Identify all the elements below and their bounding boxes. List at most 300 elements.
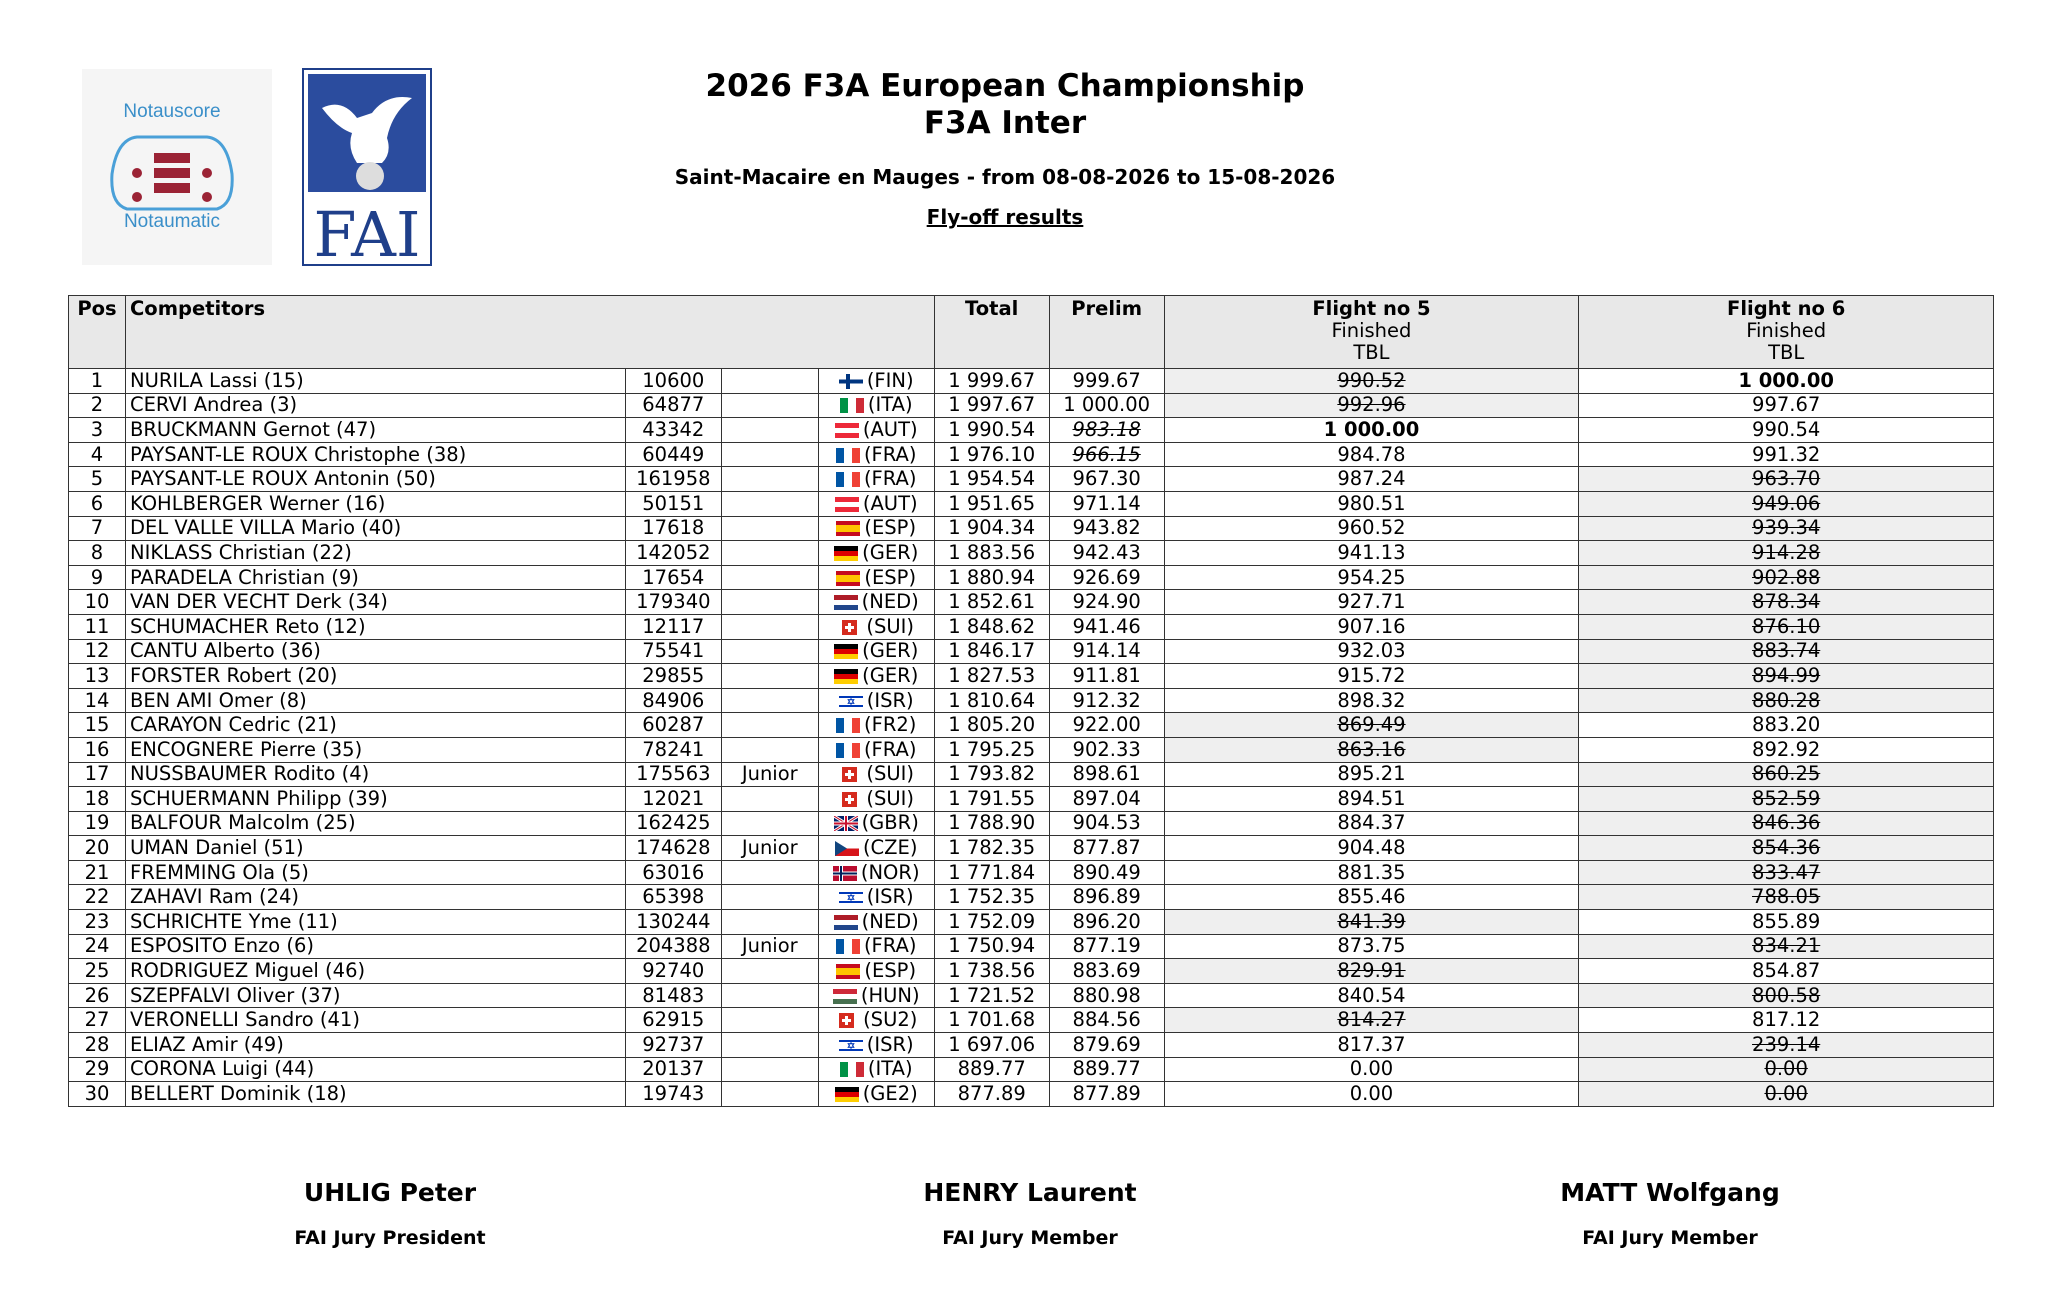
cell-pos: 21 — [69, 860, 126, 885]
cell-licence: 92737 — [625, 1033, 721, 1058]
cell-competitor-name: NIKLASS Christian (22) — [125, 541, 625, 566]
signature-role: FAI Jury President — [294, 1227, 486, 1249]
cell-flight-5: 895.21 — [1164, 762, 1579, 787]
cell-flight-6: 894.99 — [1579, 664, 1994, 689]
flag-icon-hun — [833, 989, 857, 1004]
cell-country — [818, 934, 934, 959]
country-code: (ITA) — [867, 1057, 913, 1081]
flag-icon-gbr — [834, 816, 858, 831]
flight-6-tbl: TBL — [1768, 341, 1805, 364]
cell-flight-6: 846.36 — [1579, 811, 1994, 836]
cell-competitor-name: FREMMING Ola (5) — [125, 860, 625, 885]
notauscore-text: Notauscore — [123, 101, 221, 122]
country-code: (FRA) — [863, 737, 917, 761]
table-row — [69, 910, 1994, 935]
cell-flight-5: 863.16 — [1164, 737, 1579, 762]
cell-pos: 18 — [69, 787, 126, 812]
cell-pos: 19 — [69, 811, 126, 836]
cell-category — [721, 1057, 818, 1082]
cell-total: 1 810.64 — [934, 688, 1049, 713]
cell-total: 1 990.54 — [934, 418, 1049, 443]
cell-licence: 78241 — [625, 737, 721, 762]
flag-icon-nor — [833, 866, 857, 881]
cell-category — [721, 590, 818, 615]
cell-licence: 12021 — [625, 787, 721, 812]
cell-pos: 7 — [69, 516, 126, 541]
cell-competitor-name: NUSSBAUMER Rodito (4) — [125, 762, 625, 787]
country-code: (HUN) — [860, 983, 920, 1007]
flag-icon-esp — [836, 571, 860, 586]
header-total: Total — [934, 296, 1049, 369]
cell-category — [721, 787, 818, 812]
flag-icon-fra — [836, 939, 860, 954]
cell-category — [721, 885, 818, 910]
country-code: (FRA) — [863, 467, 917, 491]
cell-licence: 130244 — [625, 910, 721, 935]
cell-total: 1 954.54 — [934, 467, 1049, 492]
cell-pos: 26 — [69, 983, 126, 1008]
cell-total: 1 738.56 — [934, 959, 1049, 984]
cell-category — [721, 418, 818, 443]
cell-pos: 23 — [69, 910, 126, 935]
cell-category: Junior — [721, 762, 818, 787]
cell-total: 1 852.61 — [934, 590, 1049, 615]
table-row — [69, 1057, 1994, 1082]
cell-licence: 174628 — [625, 836, 721, 861]
cell-flight-6: 997.67 — [1579, 393, 1994, 418]
table-row — [69, 491, 1994, 516]
flag-icon-cze — [835, 841, 859, 856]
flag-icon-isr — [839, 1038, 863, 1053]
table-header-row — [69, 296, 1994, 369]
cell-competitor-name: ZAHAVI Ram (24) — [125, 885, 625, 910]
cell-prelim: 877.89 — [1049, 1082, 1164, 1107]
cell-flight-6: 855.89 — [1579, 910, 1994, 935]
table-row — [69, 614, 1994, 639]
cell-category — [721, 860, 818, 885]
signature-name: MATT Wolfgang — [1560, 1178, 1780, 1207]
cell-competitor-name: SCHUERMANN Philipp (39) — [125, 787, 625, 812]
flight-6-title: Flight no 6 — [1727, 297, 1846, 320]
country-code: (NED) — [861, 909, 919, 933]
cell-category — [721, 737, 818, 762]
header-flight-5 — [1164, 296, 1579, 369]
cell-total: 877.89 — [934, 1082, 1049, 1107]
cell-pos: 4 — [69, 442, 126, 467]
table-row — [69, 737, 1994, 762]
flag-icon-isr — [839, 694, 863, 709]
country-code: (GER) — [862, 540, 919, 564]
cell-licence: 43342 — [625, 418, 721, 443]
cell-pos: 16 — [69, 737, 126, 762]
table-row — [69, 393, 1994, 418]
cell-country — [818, 565, 934, 590]
cell-country — [818, 860, 934, 885]
cell-country — [818, 664, 934, 689]
cell-category — [721, 811, 818, 836]
cell-flight-6: 963.70 — [1579, 467, 1994, 492]
flag-icon-ned — [834, 595, 858, 610]
cell-pos: 8 — [69, 541, 126, 566]
cell-country — [818, 959, 934, 984]
cell-prelim: 879.69 — [1049, 1033, 1164, 1058]
header-flight-6 — [1579, 296, 1994, 369]
cell-pos: 17 — [69, 762, 126, 787]
cell-flight-5: 829.91 — [1164, 959, 1579, 984]
signature-role: FAI Jury Member — [1582, 1227, 1758, 1249]
flag-icon-sui — [838, 767, 862, 782]
cell-country — [818, 811, 934, 836]
cell-pos: 3 — [69, 418, 126, 443]
cell-prelim: 877.87 — [1049, 836, 1164, 861]
flag-icon-sui — [835, 1013, 859, 1028]
cell-licence: 60287 — [625, 713, 721, 738]
table-row — [69, 590, 1994, 615]
cell-prelim: 877.19 — [1049, 934, 1164, 959]
flight-5-status: Finished — [1331, 319, 1412, 342]
cell-country — [818, 442, 934, 467]
cell-flight-6: 800.58 — [1579, 983, 1994, 1008]
cell-licence: 64877 — [625, 393, 721, 418]
country-code: (FRA) — [863, 934, 917, 958]
cell-pos: 20 — [69, 836, 126, 861]
cell-pos: 30 — [69, 1082, 126, 1107]
cell-prelim: 922.00 — [1049, 713, 1164, 738]
cell-flight-5: 840.54 — [1164, 983, 1579, 1008]
table-row — [69, 467, 1994, 492]
cell-total: 1 791.55 — [934, 787, 1049, 812]
cell-pos: 2 — [69, 393, 126, 418]
cell-flight-5: 904.48 — [1164, 836, 1579, 861]
flag-icon-fra — [836, 472, 860, 487]
cell-flight-6: 834.21 — [1579, 934, 1994, 959]
cell-pos: 9 — [69, 565, 126, 590]
country-code: (GER) — [862, 663, 919, 687]
cell-category: Junior — [721, 934, 818, 959]
cell-total: 1 848.62 — [934, 614, 1049, 639]
cell-category — [721, 983, 818, 1008]
cell-total: 1 795.25 — [934, 737, 1049, 762]
table-row — [69, 516, 1994, 541]
country-code: (SUI) — [866, 762, 915, 786]
cell-flight-6: 949.06 — [1579, 491, 1994, 516]
cell-flight-6: 833.47 — [1579, 860, 1994, 885]
flag-icon-ned — [834, 915, 858, 930]
cell-flight-5: 1 000.00 — [1164, 418, 1579, 443]
cell-flight-5: 898.32 — [1164, 688, 1579, 713]
cell-prelim: 943.82 — [1049, 516, 1164, 541]
flag-icon-aut — [835, 423, 859, 438]
cell-total: 1 997.67 — [934, 393, 1049, 418]
event-location: Saint-Macaire en Mauges - from 08-08-2026 to 15-08-2026 — [674, 165, 1336, 189]
cell-prelim: 967.30 — [1049, 467, 1164, 492]
cell-flight-5: 960.52 — [1164, 516, 1579, 541]
cell-total: 889.77 — [934, 1057, 1049, 1082]
table-row — [69, 664, 1994, 689]
country-code: (NED) — [861, 590, 919, 614]
cell-flight-5: 990.52 — [1164, 369, 1579, 394]
table-row — [69, 1082, 1994, 1107]
cell-pos: 13 — [69, 664, 126, 689]
cell-category — [721, 713, 818, 738]
cell-competitor-name: NURILA Lassi (15) — [125, 369, 625, 394]
cell-flight-6: 939.34 — [1579, 516, 1994, 541]
cell-licence: 179340 — [625, 590, 721, 615]
table-row — [69, 369, 1994, 394]
cell-competitor-name: BALFOUR Malcolm (25) — [125, 811, 625, 836]
cell-country — [818, 836, 934, 861]
flag-icon-ger — [834, 546, 858, 561]
cell-prelim: 880.98 — [1049, 983, 1164, 1008]
table-row — [69, 762, 1994, 787]
cell-competitor-name: VERONELLI Sandro (41) — [125, 1008, 625, 1033]
cell-country — [818, 1008, 934, 1033]
cell-prelim: 889.77 — [1049, 1057, 1164, 1082]
country-code: (ITA) — [867, 393, 913, 417]
cell-licence: 17654 — [625, 565, 721, 590]
country-code: (ESP) — [864, 565, 917, 589]
cell-country — [818, 614, 934, 639]
country-code: (ISR) — [866, 688, 914, 712]
page-subtitle: F3A Inter — [923, 105, 1087, 141]
cell-flight-6: 0.00 — [1579, 1082, 1994, 1107]
cell-total: 1 701.68 — [934, 1008, 1049, 1033]
cell-prelim: 966.15 — [1049, 442, 1164, 467]
cell-flight-5: 894.51 — [1164, 787, 1579, 812]
cell-competitor-name: PARADELA Christian (9) — [125, 565, 625, 590]
cell-flight-6: 902.88 — [1579, 565, 1994, 590]
country-code: (ISR) — [866, 1032, 914, 1056]
cell-prelim: 971.14 — [1049, 491, 1164, 516]
cell-prelim: 941.46 — [1049, 614, 1164, 639]
header-prelim: Prelim — [1049, 296, 1164, 369]
cell-country — [818, 516, 934, 541]
cell-licence: 65398 — [625, 885, 721, 910]
cell-competitor-name: PAYSANT-LE ROUX Antonin (50) — [125, 467, 625, 492]
cell-country — [818, 491, 934, 516]
cell-flight-5: 0.00 — [1164, 1082, 1579, 1107]
country-code: (NOR) — [860, 860, 920, 884]
results-table — [68, 295, 1994, 1107]
table-row — [69, 418, 1994, 443]
cell-prelim: 911.81 — [1049, 664, 1164, 689]
cell-total: 1 771.84 — [934, 860, 1049, 885]
country-code: (ISR) — [866, 885, 914, 909]
flight-5-tbl: TBL — [1353, 341, 1390, 364]
cell-flight-6: 1 000.00 — [1579, 369, 1994, 394]
cell-licence: 142052 — [625, 541, 721, 566]
cell-category — [721, 442, 818, 467]
cell-pos: 11 — [69, 614, 126, 639]
table-row — [69, 860, 1994, 885]
table-row — [69, 983, 1994, 1008]
cell-flight-6: 892.92 — [1579, 737, 1994, 762]
cell-category — [721, 393, 818, 418]
cell-licence: 63016 — [625, 860, 721, 885]
page-title: 2026 F3A European Championship — [705, 68, 1305, 104]
cell-flight-6: 991.32 — [1579, 442, 1994, 467]
cell-category — [721, 614, 818, 639]
signature-member-1 — [820, 1178, 1240, 1249]
cell-prelim: 883.69 — [1049, 959, 1164, 984]
cell-category — [721, 1008, 818, 1033]
cell-total: 1 846.17 — [934, 639, 1049, 664]
cell-category — [721, 369, 818, 394]
flag-icon-ger — [834, 669, 858, 684]
cell-total: 1 782.35 — [934, 836, 1049, 861]
cell-category — [721, 1033, 818, 1058]
cell-flight-5: 907.16 — [1164, 614, 1579, 639]
cell-country — [818, 639, 934, 664]
cell-country — [818, 467, 934, 492]
cell-pos: 29 — [69, 1057, 126, 1082]
flag-icon-ger — [834, 644, 858, 659]
cell-flight-5: 980.51 — [1164, 491, 1579, 516]
cell-licence: 19743 — [625, 1082, 721, 1107]
cell-category — [721, 565, 818, 590]
cell-total: 1 880.94 — [934, 565, 1049, 590]
cell-pos: 28 — [69, 1033, 126, 1058]
cell-category — [721, 541, 818, 566]
cell-flight-6: 883.20 — [1579, 713, 1994, 738]
cell-pos: 1 — [69, 369, 126, 394]
cell-flight-6: 817.12 — [1579, 1008, 1994, 1033]
cell-flight-5: 915.72 — [1164, 664, 1579, 689]
section-title: Fly-off results — [926, 205, 1084, 229]
cell-competitor-name: UMAN Daniel (51) — [125, 836, 625, 861]
cell-country — [818, 393, 934, 418]
signature-name: HENRY Laurent — [923, 1178, 1137, 1207]
cell-total: 1 697.06 — [934, 1033, 1049, 1058]
cell-country — [818, 885, 934, 910]
cell-competitor-name: FORSTER Robert (20) — [125, 664, 625, 689]
cell-country — [818, 590, 934, 615]
cell-licence: 84906 — [625, 688, 721, 713]
country-code: (GBR) — [861, 811, 919, 835]
cell-country — [818, 688, 934, 713]
flag-icon-sui — [838, 620, 862, 635]
cell-category — [721, 910, 818, 935]
cell-prelim: 898.61 — [1049, 762, 1164, 787]
flag-icon-aut — [835, 497, 859, 512]
cell-pos: 22 — [69, 885, 126, 910]
results-body — [69, 369, 1994, 1107]
cell-total: 1 750.94 — [934, 934, 1049, 959]
flag-icon-esp — [836, 964, 860, 979]
cell-competitor-name: BEN AMI Omer (8) — [125, 688, 625, 713]
cell-flight-6: 854.87 — [1579, 959, 1994, 984]
cell-competitor-name: KOHLBERGER Werner (16) — [125, 491, 625, 516]
cell-category — [721, 467, 818, 492]
cell-country — [818, 713, 934, 738]
cell-licence: 204388 — [625, 934, 721, 959]
cell-competitor-name: VAN DER VECHT Derk (34) — [125, 590, 625, 615]
cell-flight-6: 883.74 — [1579, 639, 1994, 664]
flag-icon-isr — [839, 890, 863, 905]
cell-flight-5: 817.37 — [1164, 1033, 1579, 1058]
cell-country — [818, 541, 934, 566]
cell-flight-6: 860.25 — [1579, 762, 1994, 787]
cell-total: 1 951.65 — [934, 491, 1049, 516]
table-row — [69, 713, 1994, 738]
cell-competitor-name: DEL VALLE VILLA Mario (40) — [125, 516, 625, 541]
cell-prelim: 926.69 — [1049, 565, 1164, 590]
cell-flight-5: 841.39 — [1164, 910, 1579, 935]
cell-pos: 12 — [69, 639, 126, 664]
country-code: (GE2) — [862, 1082, 918, 1106]
header-pos: Pos — [69, 296, 126, 369]
cell-total: 1 752.35 — [934, 885, 1049, 910]
cell-prelim: 924.90 — [1049, 590, 1164, 615]
cell-flight-6: 914.28 — [1579, 541, 1994, 566]
cell-country — [818, 737, 934, 762]
flag-icon-fra — [836, 718, 860, 733]
cell-total: 1 904.34 — [934, 516, 1049, 541]
cell-total: 1 793.82 — [934, 762, 1049, 787]
cell-total: 1 788.90 — [934, 811, 1049, 836]
cell-licence: 60449 — [625, 442, 721, 467]
cell-licence: 92740 — [625, 959, 721, 984]
cell-country — [818, 369, 934, 394]
flag-icon-fra — [836, 448, 860, 463]
cell-licence: 62915 — [625, 1008, 721, 1033]
cell-prelim: 890.49 — [1049, 860, 1164, 885]
cell-competitor-name: SCHUMACHER Reto (12) — [125, 614, 625, 639]
cell-competitor-name: ESPOSITO Enzo (6) — [125, 934, 625, 959]
cell-country — [818, 787, 934, 812]
fai-text: FAI — [313, 198, 421, 266]
cell-competitor-name: CORONA Luigi (44) — [125, 1057, 625, 1082]
cell-category — [721, 491, 818, 516]
country-code: (SUI) — [866, 786, 915, 810]
cell-licence: 12117 — [625, 614, 721, 639]
cell-prelim: 914.14 — [1049, 639, 1164, 664]
table-row — [69, 885, 1994, 910]
cell-flight-5: 941.13 — [1164, 541, 1579, 566]
country-code: (AUT) — [862, 491, 918, 515]
cell-country — [818, 983, 934, 1008]
cell-prelim: 896.89 — [1049, 885, 1164, 910]
cell-prelim: 896.20 — [1049, 910, 1164, 935]
flag-icon-fin — [839, 374, 863, 389]
cell-competitor-name: BRUCKMANN Gernot (47) — [125, 418, 625, 443]
country-code: (FIN) — [866, 368, 914, 392]
cell-country — [818, 1033, 934, 1058]
cell-prelim: 902.33 — [1049, 737, 1164, 762]
cell-pos: 15 — [69, 713, 126, 738]
cell-licence: 175563 — [625, 762, 721, 787]
cell-flight-5: 873.75 — [1164, 934, 1579, 959]
cell-pos: 27 — [69, 1008, 126, 1033]
cell-licence: 75541 — [625, 639, 721, 664]
cell-competitor-name: SZEPFALVI Oliver (37) — [125, 983, 625, 1008]
cell-pos: 24 — [69, 934, 126, 959]
cell-flight-6: 239.14 — [1579, 1033, 1994, 1058]
cell-country — [818, 910, 934, 935]
cell-competitor-name: ENCOGNERE Pierre (35) — [125, 737, 625, 762]
country-code: (SU2) — [863, 1008, 918, 1032]
cell-category — [721, 959, 818, 984]
flight-6-status: Finished — [1746, 319, 1827, 342]
country-code: (FRA) — [863, 442, 917, 466]
cell-total: 1 976.10 — [934, 442, 1049, 467]
country-code: (ESP) — [864, 516, 917, 540]
cell-prelim: 1 000.00 — [1049, 393, 1164, 418]
cell-pos: 10 — [69, 590, 126, 615]
cell-total: 1 883.56 — [934, 541, 1049, 566]
cell-flight-5: 932.03 — [1164, 639, 1579, 664]
cell-category — [721, 688, 818, 713]
